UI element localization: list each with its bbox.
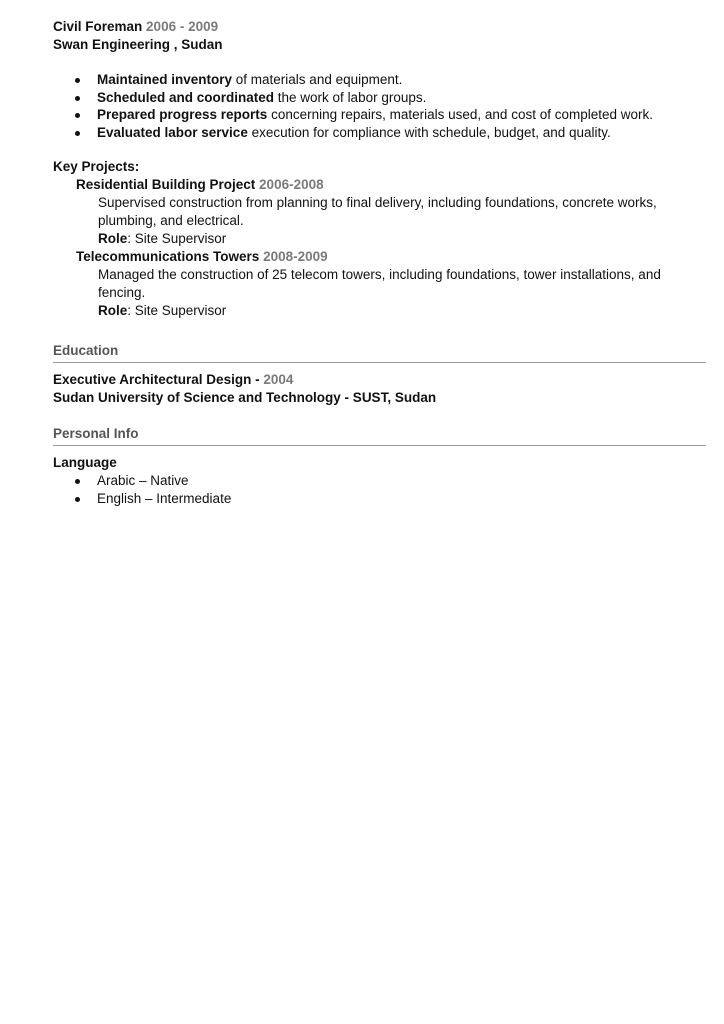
bullet-icon <box>75 497 80 502</box>
job-dates: 2006 - 2009 <box>146 19 219 34</box>
role-label: Role <box>98 231 128 247</box>
project-description: Managed the construction of 25 telecom towers, including foundations, tower installations, and fencing. <box>98 267 661 301</box>
project-dates: 2006-2008 <box>259 177 324 193</box>
language-item: English – Intermediate <box>97 490 232 506</box>
job-title-line <box>53 18 706 36</box>
company-line <box>53 36 706 54</box>
bullet-bold: Maintained inventory <box>97 72 233 87</box>
role-label: Role <box>98 303 128 319</box>
language-label: Language <box>53 455 117 471</box>
personal-info-heading: Personal Info <box>53 425 706 446</box>
resume-page <box>53 18 706 508</box>
list-item <box>53 472 706 490</box>
project-role <box>53 230 678 248</box>
job-title: Civil Foreman <box>53 19 143 34</box>
key-projects-heading <box>53 158 706 176</box>
bullet-text: of materials and equipment. <box>232 72 403 87</box>
project-title <box>53 176 706 194</box>
role-value: : Site Supervisor <box>127 303 227 319</box>
bullet-text: concerning repairs, materials used, and cost of completed work. <box>267 107 653 123</box>
list-item <box>53 490 706 508</box>
list-item <box>53 71 706 89</box>
project-name: Residential Building Project <box>76 177 256 193</box>
bullet-icon <box>75 131 80 136</box>
education-heading: Education <box>53 342 706 363</box>
project-name: Telecommunications Towers <box>76 249 260 265</box>
degree-line <box>53 371 706 389</box>
bullet-bold: Prepared progress reports <box>97 107 268 123</box>
list-item <box>53 124 706 142</box>
bullet-bold: Evaluated labor service <box>97 124 248 140</box>
bullet-icon <box>75 96 80 101</box>
bullet-icon <box>75 113 80 118</box>
language-item: Arabic – Native <box>97 473 189 489</box>
languages-list <box>53 472 706 507</box>
company-name: Swan Engineering , Sudan <box>53 37 223 52</box>
list-item <box>53 89 706 107</box>
language-heading <box>53 454 706 472</box>
project-title <box>53 248 706 266</box>
responsibilities-list <box>53 71 706 141</box>
degree-year: 2004 <box>263 372 294 388</box>
school-name: Sudan University of Science and Technology - SUST, Sudan <box>53 390 437 406</box>
bullet-icon <box>75 78 80 83</box>
bullet-text: the work of labor groups. <box>274 89 427 105</box>
bullet-text: execution for compliance with schedule, budget, and quality. <box>247 124 611 140</box>
project-role <box>53 302 678 320</box>
key-projects-label: Key Projects: <box>53 159 140 175</box>
school-line <box>53 389 706 407</box>
project-description: Supervised construction from planning to final delivery, including foundations, concrete works, plumbing, and electrical. <box>98 195 657 229</box>
bullet-icon <box>75 479 80 484</box>
role-value: : Site Supervisor <box>127 231 227 247</box>
list-item <box>53 106 706 124</box>
bullet-bold: Scheduled and coordinated <box>97 89 275 105</box>
project-dates: 2008-2009 <box>263 249 328 265</box>
degree-name: Executive Architectural Design - <box>53 372 264 388</box>
